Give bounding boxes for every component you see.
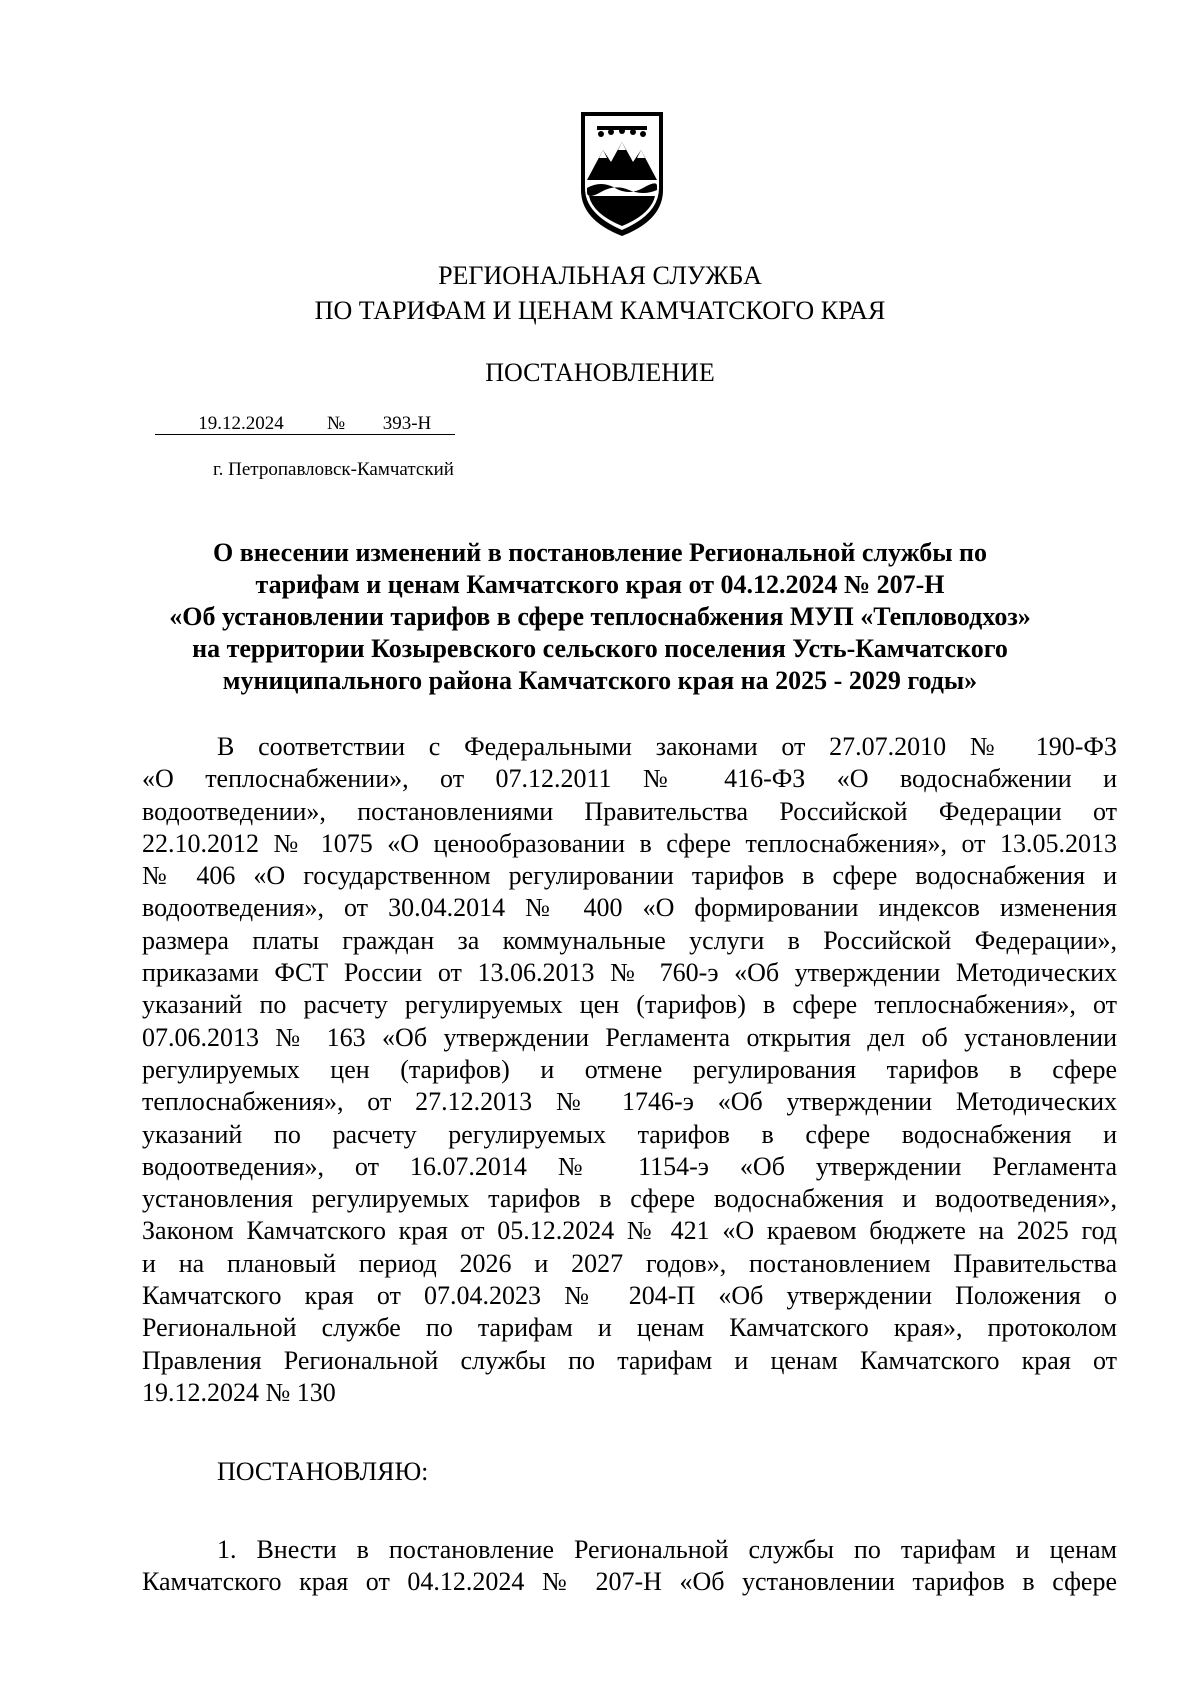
body-line: Правления Региональной службы по тарифам и ценам Камчатского края от (142, 1345, 1117, 1375)
body-line: водоотведении», постановлениями Правительства Российской Федерации от (142, 796, 1117, 826)
body-line: № 406 «О государственном регулировании тарифов в сфере водоснабжения и (142, 861, 1117, 891)
body-line: «О теплоснабжении», от 07.12.2011 № 416-ФЗ «О водоснабжении и (142, 764, 1117, 794)
title-line: О внесении изменений в постановление Региональной службы по (213, 538, 987, 567)
body-line: размера платы граждан за коммунальные услуги в Российской Федерации», (142, 925, 1117, 955)
body-line: водоотведения», от 30.04.2014 № 400 «О формировании индексов изменения (142, 893, 1117, 923)
body-line: 19.12.2024 № 130 (142, 1377, 336, 1407)
body-line: теплоснабжения», от 27.12.2013 № 1746-э «Об утверждении Методических (142, 1087, 1117, 1117)
body-line: указаний по расчету регулируемых тарифов в сфере водоснабжения и (142, 1119, 1117, 1149)
body-line: приказами ФСТ России от 13.06.2013 № 760-э «Об утверждении Методических (142, 958, 1117, 988)
title-line: тарифам и ценам Камчатского края от 04.12.2024 № 207-Н (255, 570, 945, 599)
body-line: установления регулируемых тарифов в сфере водоснабжения и водоотведения», (142, 1184, 1117, 1214)
clause-line: Камчатского края от 04.12.2024 № 207-Н «Об установлении тарифов в сфере (142, 1567, 1117, 1597)
organization-name-line-2: ПО ТАРИФАМ И ЦЕНАМ КАМЧАТСКОГО КРАЯ (314, 296, 886, 325)
body-line: В соответствии с Федеральными законами от 27.07.2010 № 190-ФЗ (217, 732, 1117, 761)
body-line: Региональной службе по тарифам и ценам Камчатского края», протоколом (142, 1313, 1117, 1343)
clause-1 (142, 1534, 1117, 1599)
title-line: на территории Козыревского сельского поселения Усть-Камчатского (192, 634, 1008, 663)
title-line: муниципального района Камчатского края на 2025 - 2029 годы» (222, 666, 978, 695)
city-name: г. Петропавловск-Камчатский (213, 459, 454, 480)
organization-name (0, 258, 1200, 328)
clause-line: 1. Внести в постановление Региональной службы по тарифам и ценам (217, 1535, 1117, 1564)
document-title (0, 537, 1200, 697)
number-sign: № (327, 412, 359, 435)
body-line: водоотведения», от 16.07.2014 № 1154-э «Об утверждении Регламента (142, 1151, 1117, 1181)
body-line: указаний по расчету регулируемых цен (тарифов) в сфере теплоснабжения», от (142, 990, 1117, 1020)
body-line: регулируемых цен (тарифов) и отмене регулирования тарифов в сфере (142, 1054, 1117, 1084)
decree-heading: ПОСТАНОВЛЯЮ: (217, 1457, 429, 1486)
organization-name-line-1: РЕГИОНАЛЬНАЯ СЛУЖБА (438, 261, 762, 290)
title-line: «Об установлении тарифов в сфере теплоснабжения МУП «Тепловодхоз» (169, 602, 1031, 631)
body-line: и на плановый период 2026 и 2027 годов», постановлением Правительства (142, 1248, 1117, 1278)
body-line: Законом Камчатского края от 05.12.2024 № 421 «О краевом бюджете на 2025 год (142, 1216, 1117, 1246)
kamchatka-coat-of-arms-icon (571, 110, 673, 238)
date-number-line (155, 412, 455, 436)
document-number: 393-Н (359, 412, 455, 435)
document-date: 19.12.2024 (155, 412, 327, 435)
body-line: 22.10.2012 № 1075 «О ценообразовании в сфере теплоснабжения», от 13.05.2013 (142, 828, 1117, 858)
body-line: 07.06.2013 № 163 «Об утверждении Регламента открытия дел об установлении (142, 1022, 1117, 1052)
document-type: ПОСТАНОВЛЕНИЕ (485, 358, 715, 387)
body-line: Камчатского края от 07.04.2023 № 204-П «Об утверждении Положения о (142, 1281, 1117, 1311)
preamble-paragraph (142, 731, 1117, 1409)
